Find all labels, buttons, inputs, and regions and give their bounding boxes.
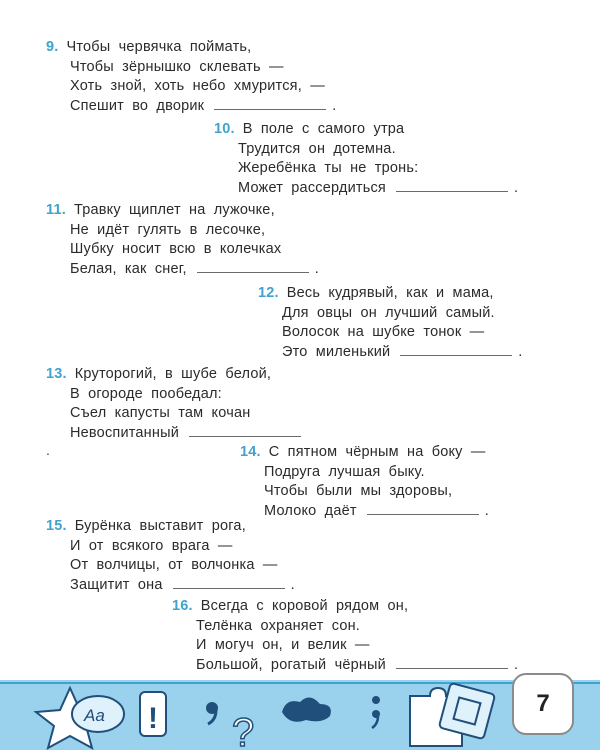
riddle-line: 9. Чтобы червячка поймать, xyxy=(46,39,252,55)
exclamation-icon xyxy=(140,692,166,736)
answer-blank[interactable] xyxy=(197,271,309,273)
riddle-line: Шубку носит всю в колечках xyxy=(70,241,282,257)
riddle-number: 13. xyxy=(46,366,67,382)
stray-dot: . xyxy=(46,442,50,458)
riddle-number: 15. xyxy=(46,518,67,534)
riddle-line: Жеребёнка ты не тронь: xyxy=(238,160,419,176)
riddle-number: 16. xyxy=(172,598,193,614)
riddle-line: 15. Бурёнка выставит рога, xyxy=(46,518,246,534)
riddle-10 xyxy=(214,120,518,198)
riddle-line: Не идёт гулять в лесочке, xyxy=(70,221,266,238)
riddle-line: Телёнка охраняет сон. xyxy=(196,617,361,634)
riddle-line: Может рассердиться . xyxy=(238,179,519,196)
riddle-line: Это миленький . xyxy=(282,343,523,360)
riddle-number: 9. xyxy=(46,39,59,55)
riddle-line: Невоспитанный xyxy=(46,424,301,444)
riddle-13 xyxy=(46,365,301,443)
riddle-line: 16. Всегда с коровой рядом он, xyxy=(172,598,409,614)
riddle-line: Защитит она . xyxy=(70,576,295,593)
riddle-9 xyxy=(46,38,336,116)
riddle-line: Чтобы были мы здоровы, xyxy=(264,483,453,499)
question-icon xyxy=(232,711,254,750)
riddle-number: 10. xyxy=(214,121,235,137)
riddle-line: И могуч он, и велик — xyxy=(196,637,370,653)
riddle-14 xyxy=(240,443,489,521)
riddle-line: 11. Травку щиплет на лужочке, xyxy=(46,202,275,218)
exclamation-mark: ! xyxy=(148,702,158,735)
riddle-12 xyxy=(258,284,523,362)
riddle-number: 11. xyxy=(46,202,66,218)
answer-blank[interactable] xyxy=(396,667,508,669)
badge-text: Aa xyxy=(84,706,105,725)
riddle-line: Белая, как снег, . xyxy=(70,260,319,277)
riddle-15 xyxy=(46,517,295,595)
riddle-line: В огороде пообедал: xyxy=(70,385,222,402)
riddle-11 xyxy=(46,201,319,279)
riddle-line: Спешит во дворик . xyxy=(70,97,337,114)
answer-blank[interactable] xyxy=(214,108,326,110)
question-mark: ? xyxy=(232,711,255,750)
riddle-line: 12. Весь кудрявый, как и мама, xyxy=(258,285,494,301)
riddle-line: 13. Круторогий, в шубе белой, xyxy=(46,366,272,382)
answer-blank[interactable] xyxy=(367,513,479,515)
riddle-line: 14. С пятном чёрным на боку — xyxy=(240,444,486,460)
riddle-number: 12. xyxy=(258,285,279,301)
riddle-line: Подруга лучшая быку. xyxy=(264,463,425,480)
speech-bubble-icon xyxy=(72,696,124,732)
answer-blank[interactable] xyxy=(173,587,285,589)
riddle-16 xyxy=(172,597,518,675)
riddle-line: Трудится он дотемна. xyxy=(238,140,396,157)
riddle-line: Чтобы зёрнышко склевать — xyxy=(70,58,284,75)
riddle-line: И от всякого врага — xyxy=(70,537,233,554)
riddle-line: Волосок на шубке тонок — xyxy=(282,324,485,340)
riddle-number: 14. xyxy=(240,444,261,460)
riddle-line: От волчицы, от волчонка — xyxy=(70,557,278,573)
riddle-line: Съел капусты там кочан xyxy=(70,405,251,421)
riddle-line: Для овцы он лучший самый. xyxy=(282,304,495,321)
answer-blank[interactable] xyxy=(396,190,508,192)
answer-blank[interactable] xyxy=(400,354,512,356)
riddle-line: Хоть зной, хоть небо хмурится, — xyxy=(70,78,325,94)
riddle-line: Большой, рогатый чёрный . xyxy=(196,656,519,673)
riddle-line: 10. В поле с самого утра xyxy=(214,121,405,137)
footer-decoration xyxy=(0,680,600,750)
riddle-line: Молоко даёт . xyxy=(264,502,489,519)
page-number: 7 xyxy=(512,673,574,735)
answer-blank[interactable] xyxy=(189,435,301,437)
